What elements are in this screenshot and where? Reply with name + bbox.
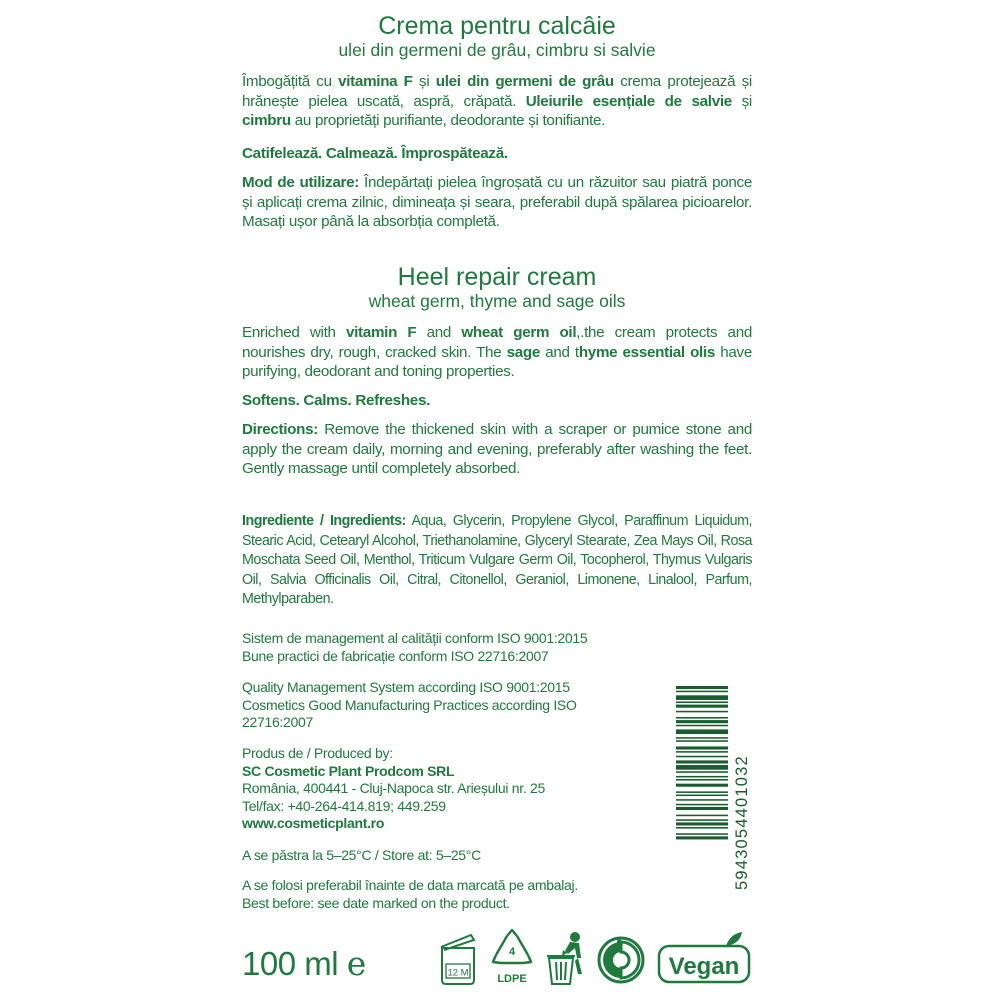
barcode-bar bbox=[676, 717, 728, 719]
ingredients-label: Ingrediente / Ingredients: bbox=[242, 513, 406, 529]
text-segment: have purifying, deodorant and toning properties. bbox=[242, 343, 752, 380]
en-subtitle: wheat germ, thyme and sage oils bbox=[368, 291, 626, 311]
quality-en-line1: Quality Management System according ISO 9001:2015 bbox=[242, 679, 570, 695]
barcode-bar bbox=[676, 799, 728, 801]
barcode-bar bbox=[676, 711, 728, 713]
en-title: Heel repair cream bbox=[397, 263, 597, 291]
bold-segment: Uleiurile esențiale de salvie bbox=[525, 92, 732, 110]
barcode-number: 5943054401032 bbox=[733, 755, 751, 890]
pao-label: 12 M bbox=[447, 967, 469, 979]
barcode-bar bbox=[676, 751, 728, 753]
bold-segment: vitamina F bbox=[338, 73, 413, 90]
ingredients bbox=[242, 512, 752, 610]
en-directions bbox=[242, 420, 752, 479]
barcode-bar bbox=[676, 686, 728, 689]
barcode-bar bbox=[676, 720, 728, 723]
barcode-bar bbox=[676, 836, 728, 839]
ro-subtitle: ulei din germeni de grâu, cimbru si salvie bbox=[338, 40, 656, 60]
producer-company: SC Cosmetic Plant Prodcom SRL bbox=[242, 762, 455, 779]
barcode-bar bbox=[676, 729, 728, 734]
barcode-bar bbox=[676, 725, 728, 727]
vegan-label: Vegan bbox=[668, 953, 740, 980]
barcode-bar bbox=[676, 795, 728, 797]
producer-block bbox=[242, 745, 662, 833]
barcode-bar bbox=[676, 705, 728, 708]
tidyman-icon bbox=[546, 928, 586, 988]
producer-label: Produs de / Produced by: bbox=[242, 745, 393, 761]
estimated-sign-icon: e bbox=[346, 944, 366, 983]
text-segment: ,.the cream protects and nourishes dry, rough, cracked skin. The bbox=[242, 324, 752, 361]
text-segment: Enriched with bbox=[242, 324, 346, 341]
volume-value: 100 ml bbox=[242, 945, 339, 982]
text-segment: și bbox=[731, 92, 752, 110]
barcode-bar bbox=[676, 791, 728, 793]
text-segment: crema protejează și hrănește pielea uscată, aspră, crăpată. bbox=[242, 73, 752, 110]
quality-ro-line2: Bune practici de fabricație conform ISO 22716:2007 bbox=[242, 647, 549, 664]
producer-website[interactable]: www.cosmeticplant.ro bbox=[242, 815, 385, 831]
ro-description bbox=[242, 72, 752, 131]
en-section bbox=[242, 263, 752, 311]
producer-address: România, 400441 - Cluj-Napoca str. Arieșului nr. 25 bbox=[242, 780, 545, 796]
best-before-ro: A se folosi preferabil înainte de data marcată pe ambalaj. bbox=[242, 877, 578, 893]
ro-claims: Catifelează. Calmează. Împrospătează. bbox=[242, 145, 508, 162]
barcode-bar bbox=[676, 702, 728, 704]
barcode-bar bbox=[676, 760, 728, 763]
text-segment: and bbox=[416, 324, 462, 341]
ro-directions bbox=[242, 173, 752, 232]
text-segment: și bbox=[412, 73, 436, 90]
en-directions-label: Directions: bbox=[242, 421, 319, 438]
bold-segment: sage bbox=[506, 343, 540, 361]
ro-directions-label: Mod de utilizare: bbox=[242, 174, 359, 191]
recycle-icon bbox=[490, 928, 534, 988]
bold-segment: hyme essential olis bbox=[578, 343, 716, 361]
producer-phone: Tel/fax: +40-264-414.819; 449.259 bbox=[242, 797, 446, 814]
barcode-bar bbox=[676, 740, 728, 742]
barcode-bar bbox=[676, 819, 728, 821]
barcode-bar bbox=[676, 784, 728, 787]
quality-en-line2: Cosmetics Good Manufacturing Practices according ISO bbox=[242, 696, 577, 713]
best-before-en: Best before: see date marked on the product. bbox=[242, 894, 510, 911]
quality-en bbox=[242, 679, 642, 732]
barcode-bar bbox=[676, 807, 728, 810]
barcode-bar bbox=[676, 827, 728, 829]
recycle-number: 4 bbox=[508, 946, 516, 958]
best-before bbox=[242, 877, 662, 912]
barcode-bar bbox=[676, 804, 728, 806]
ro-title: Crema pentru calcâie bbox=[378, 12, 616, 40]
barcode-bar bbox=[676, 822, 728, 825]
recycle-label: LDPE bbox=[497, 973, 527, 985]
barcode bbox=[676, 686, 752, 890]
barcode-bar bbox=[676, 776, 728, 778]
barcode-bar bbox=[676, 815, 728, 817]
en-claims: Softens. Calms. Refreshes. bbox=[242, 392, 431, 409]
storage-text: A se păstra la 5–25°C / Store at: 5–25°C bbox=[242, 847, 481, 863]
barcode-bar bbox=[676, 833, 728, 835]
ingredients-text: Aqua, Glycerin, Propylene Glycol, Paraffinum Liquidum, Stearic Acid, Cetearyl Alcohol, Triethanolamine, Glyceryl Stearate, Zea Mays Oil, Rosa Moschata Seed Oil, Menthol, Triticum Vulgare Germ Oil, Tocopherol, Thymus Vulgaris Oil, Salvia Officinalis Oil, Citral, Citonellol, Geraniol, Limonene, Linalool, Parfum, Methylparaben. bbox=[242, 513, 752, 607]
quality-ro-line1: Sistem de management al calității conform ISO 9001:2015 bbox=[242, 630, 588, 646]
barcode-bar bbox=[676, 771, 728, 773]
barcode-bar bbox=[676, 737, 728, 739]
bold-segment: ulei din germeni de grâu bbox=[435, 73, 614, 90]
ro-section bbox=[242, 12, 752, 60]
ro-directions-text: Îndepărtați pielea îngroșată cu un răzuitor sau piatră ponce și aplicați crema zilnic, dimineața și seara, preferabil după spălarea picioarelor. Masați ușor până la absorbția completă. bbox=[242, 174, 752, 230]
vegan-badge-icon bbox=[656, 928, 752, 988]
en-directions-text: Remove the thickened skin with a scraper or pumice stone and apply the cream daily, morning and evening, preferably after washing the feet. Gently massage until completely absorbed. bbox=[242, 421, 752, 477]
text-segment: and t bbox=[540, 343, 579, 361]
bold-segment: vitamin F bbox=[345, 324, 417, 341]
text-segment: au proprietăți purifiante, deodorante și tonifiante. bbox=[290, 112, 606, 129]
quality-en-line3: 22716:2007 bbox=[242, 714, 313, 730]
barcode-bar bbox=[676, 756, 728, 758]
barcode-bar bbox=[676, 765, 728, 770]
barcode-bar bbox=[676, 695, 728, 700]
volume bbox=[242, 944, 366, 984]
period-after-opening-icon bbox=[438, 928, 478, 988]
bold-segment: wheat germ oil bbox=[461, 324, 577, 341]
green-dot-icon bbox=[596, 928, 646, 988]
en-description bbox=[242, 323, 752, 382]
barcode-bar bbox=[676, 691, 728, 693]
quality-ro bbox=[242, 630, 642, 665]
barcode-bar bbox=[676, 779, 728, 781]
bold-segment: cimbru bbox=[242, 112, 291, 129]
barcode-bar bbox=[676, 746, 728, 749]
text-segment: Îmbogățită cu bbox=[242, 73, 339, 90]
